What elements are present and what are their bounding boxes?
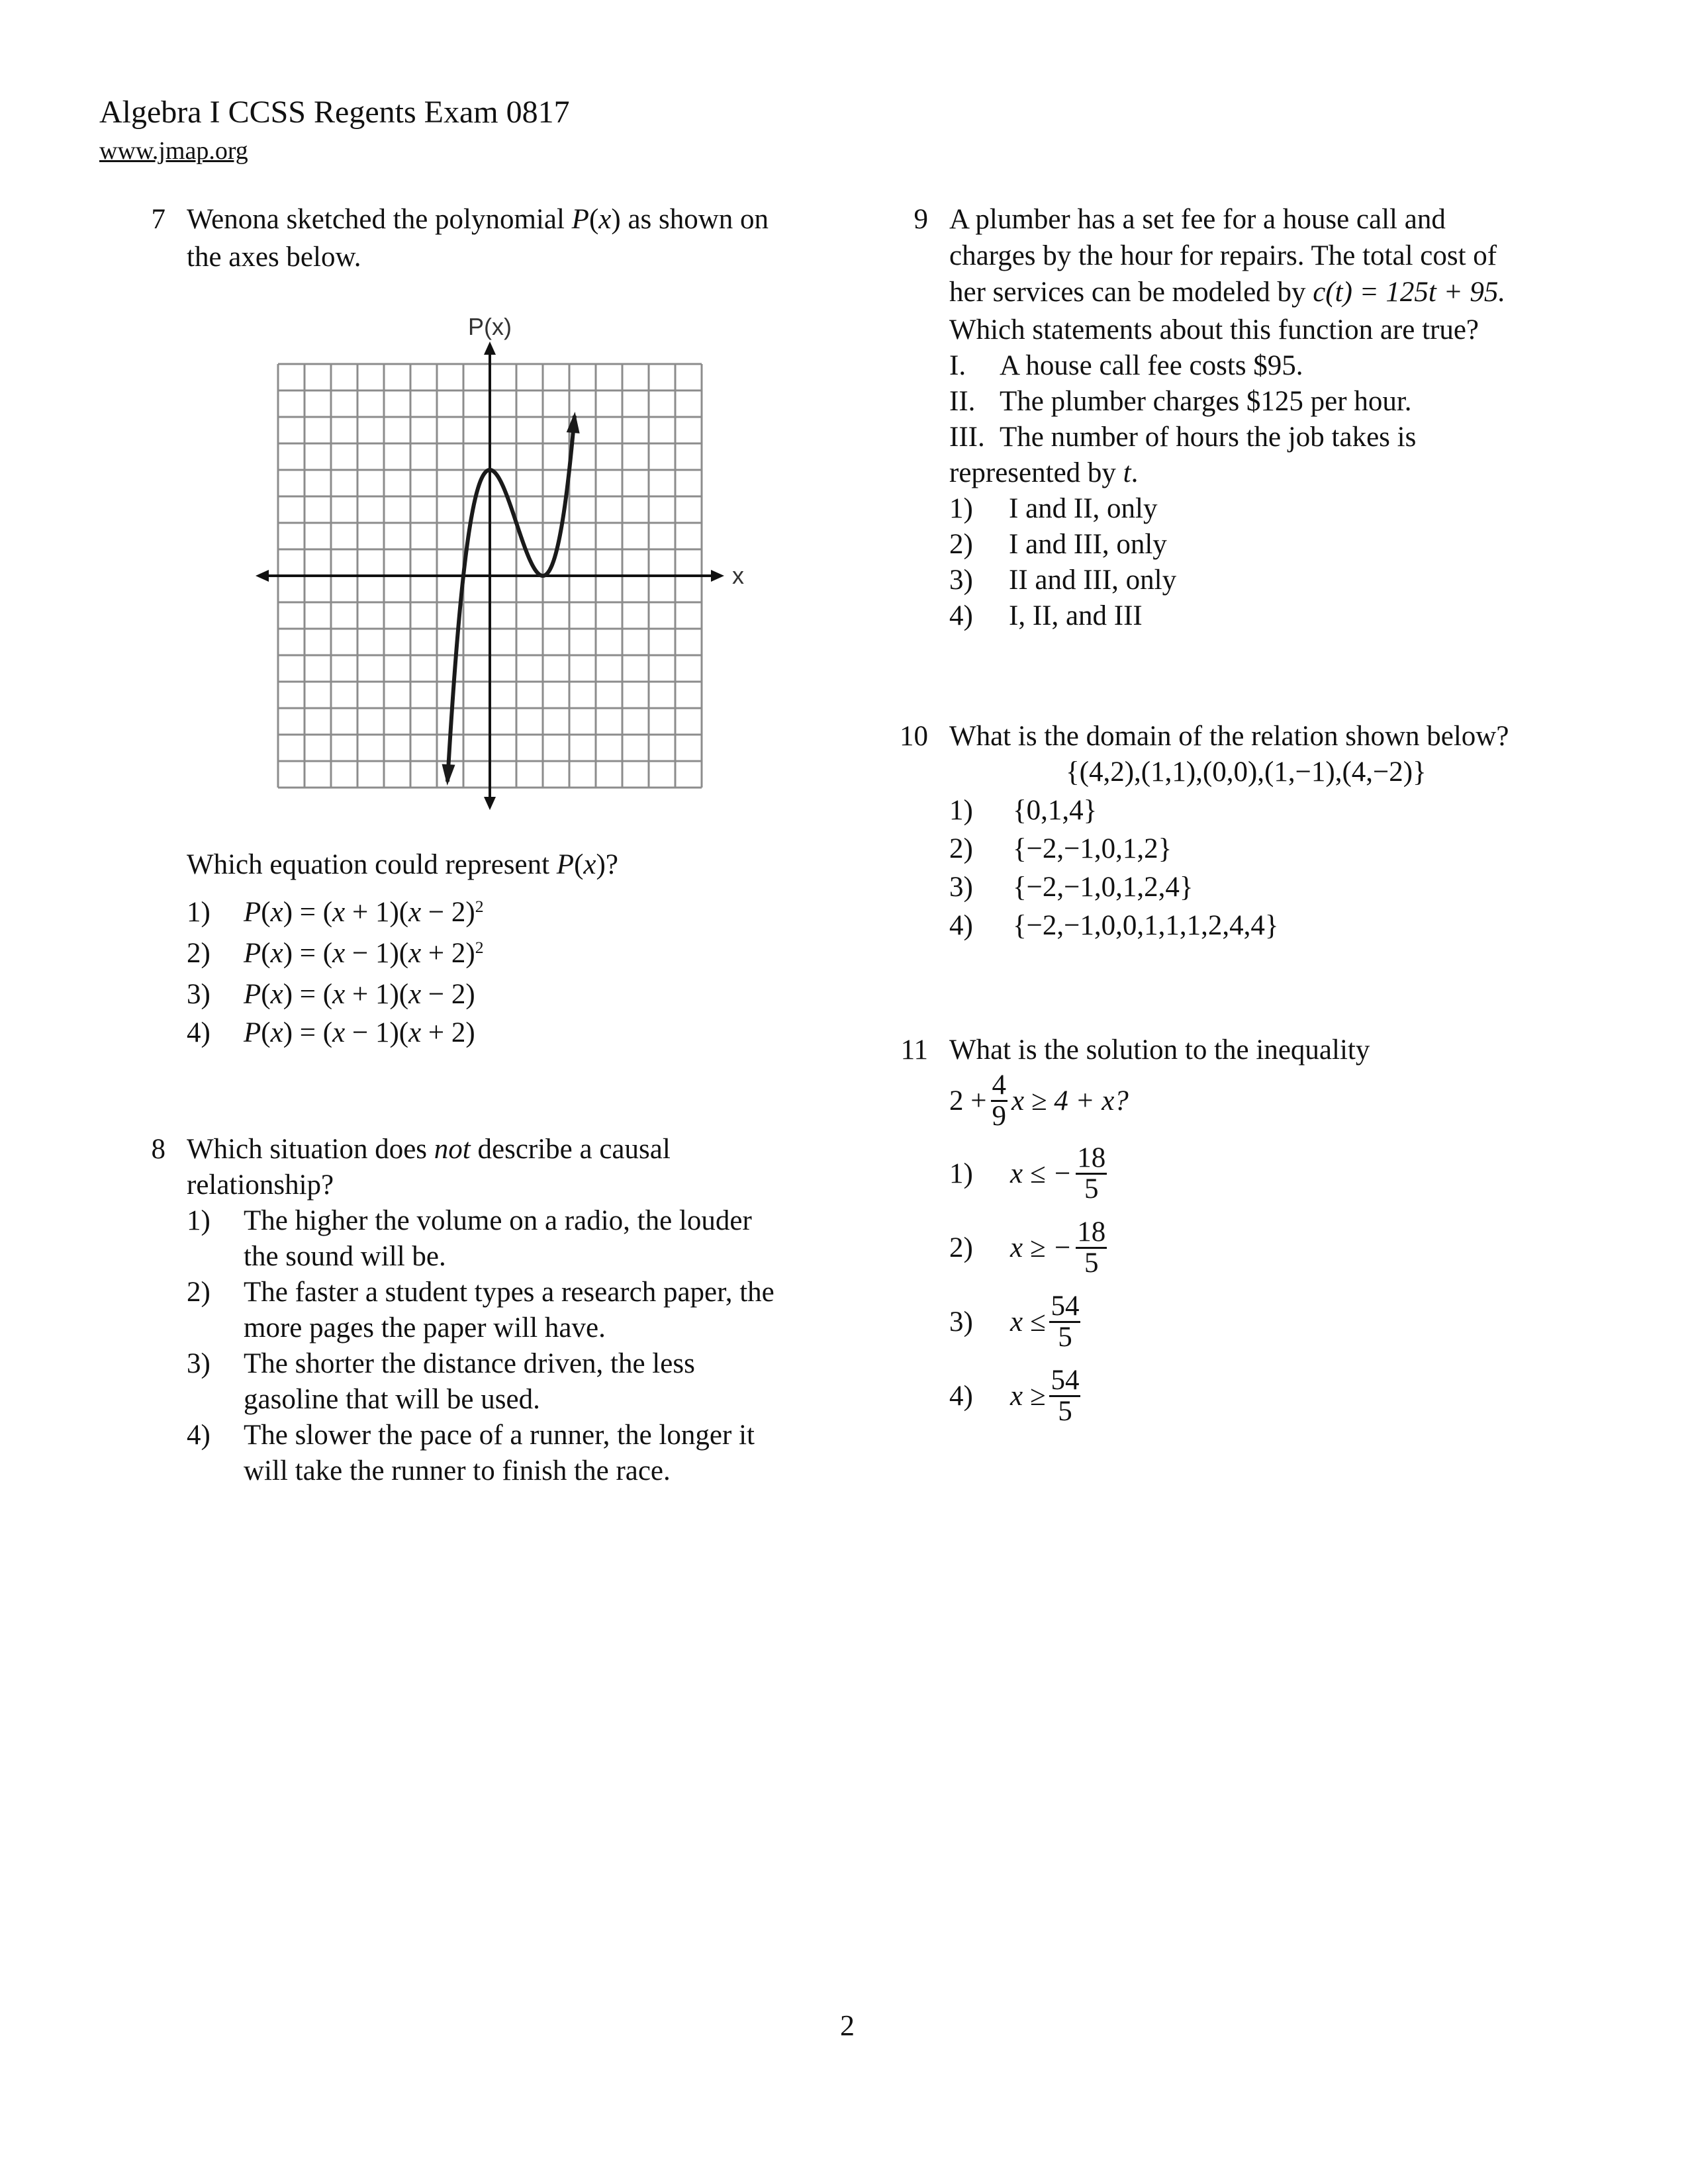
question-stem-line: A plumber has a set fee for a house call and (949, 204, 1446, 235)
option-text: will take the runner to finish the race. (244, 1455, 671, 1486)
question-stem-line: What is the domain of the relation shown below? (949, 721, 1509, 752)
relation-set: {(4,2),(1,1),(0,0),(1,−1),(4,−2)} (1066, 756, 1427, 788)
option-text: The higher the volume on a radio, the louder (244, 1205, 752, 1236)
page-number: 2 (840, 2009, 855, 2042)
question-stem-line: Which statements about this function are true? (949, 314, 1479, 345)
option-text: $P(x) = (x + 1)(x - 2)^2$ (244, 896, 484, 928)
option-number: 1) (949, 493, 973, 524)
option-text: {−2,−1,0,0,1,1,1,2,4,4} (1013, 910, 1279, 941)
question-stem-line: What is the solution to the inequality (949, 1034, 1370, 1066)
option-text: The faster a student types a research paper, the (244, 1277, 774, 1308)
option-number: 4) (949, 600, 973, 631)
fraction: $\frac{18}{5}$ (1077, 1142, 1106, 1205)
option-number: 2) (949, 833, 973, 864)
answer-option-2[interactable] (949, 1218, 1111, 1278)
exam-title: Algebra I CCSS Regents Exam 0817 (99, 95, 570, 130)
x-axis-label: x (732, 562, 744, 589)
question-number: 8 (151, 1134, 165, 1165)
question-stem-line: Which situation does not describe a causal (187, 1134, 671, 1165)
option-number: 1) (187, 897, 211, 928)
question-number: 11 (900, 1034, 928, 1066)
option-number: 4) (187, 1420, 211, 1451)
option-text: I, II, and III (1009, 600, 1143, 631)
x-axis-arrow-right (711, 570, 724, 582)
option-number: 2) (187, 938, 211, 969)
x-axis-arrow-left (256, 570, 269, 582)
question-stem-line: her services can be modeled by c(t) = 125t + 95. (949, 277, 1506, 308)
option-text: $P(x) = (x - 1)(x + 2)^2$ (244, 937, 484, 969)
answer-option-3[interactable] (949, 1292, 1084, 1352)
statement-3-continued: represented by t. (949, 457, 1139, 488)
option-number: 2) (949, 1232, 973, 1263)
question-number: 9 (914, 204, 928, 235)
question-prompt: Which equation could represent P(x)? (187, 849, 618, 880)
option-text: {0,1,4} (1013, 795, 1098, 826)
option-text: x ≥ − (1010, 1232, 1072, 1263)
question-number: 7 (151, 204, 165, 235)
question-stem-line: the axes below. (187, 242, 361, 273)
option-text: {−2,−1,0,1,2} (1013, 833, 1172, 864)
option-text: I and II, only (1009, 493, 1158, 524)
fraction: $\frac{18}{5}$ (1077, 1216, 1106, 1279)
option-number: 1) (949, 1158, 973, 1189)
fraction: $\frac{54}{5}$ (1051, 1291, 1080, 1353)
option-number: 3) (949, 565, 973, 596)
option-text: P(x) = (x − 1)(x + 2) (244, 1017, 475, 1048)
option-text: the sound will be. (244, 1241, 446, 1272)
answer-option-1[interactable] (949, 1144, 1111, 1204)
fraction: $\frac{54}{5}$ (1051, 1365, 1080, 1427)
option-text: I and III, only (1009, 529, 1167, 560)
site-link[interactable]: www.jmap.org (99, 137, 248, 165)
question-number: 10 (900, 721, 928, 752)
answer-option-4[interactable] (949, 1366, 1084, 1426)
option-text: x ≥ (1010, 1381, 1046, 1412)
inequality: 2 + $\frac{4}{9}$ x ≥ 4 + x? (949, 1069, 1129, 1132)
option-number: 1) (187, 1205, 211, 1236)
polynomial-graph (252, 311, 744, 814)
option-text: The shorter the distance driven, the less (244, 1348, 695, 1379)
option-text: more pages the paper will have. (244, 1312, 606, 1343)
y-axis-label: P(x) (468, 313, 512, 340)
option-number: 2) (187, 1277, 211, 1308)
option-number: 3) (187, 1348, 211, 1379)
option-number: 4) (949, 1381, 973, 1412)
fraction: $\frac{4}{9}$ (992, 1069, 1007, 1132)
option-number: 3) (949, 1306, 973, 1338)
option-number: 4) (949, 910, 973, 941)
option-text: II and III, only (1009, 565, 1177, 596)
option-text: The slower the pace of a runner, the longer it (244, 1420, 755, 1451)
option-number: 4) (187, 1017, 211, 1048)
option-text: x ≤ (1010, 1306, 1046, 1338)
option-text: x ≤ − (1010, 1158, 1072, 1189)
option-text: {−2,−1,0,1,2,4} (1013, 872, 1194, 903)
question-stem-line: Wenona sketched the polynomial P(x) as shown on (187, 204, 769, 235)
option-number: 3) (187, 979, 211, 1010)
y-axis-arrow-up (484, 341, 496, 355)
curve-arrow-bottom (442, 764, 455, 786)
option-number: 1) (949, 795, 973, 826)
y-axis-arrow-down (484, 797, 496, 810)
option-text: P(x) = (x + 1)(x − 2) (244, 979, 475, 1010)
option-number: 2) (949, 529, 973, 560)
option-text: gasoline that will be used. (244, 1384, 540, 1415)
question-stem-line: charges by the hour for repairs. The total cost of (949, 240, 1497, 271)
option-number: 3) (949, 872, 973, 903)
question-stem-line: relationship? (187, 1169, 334, 1201)
